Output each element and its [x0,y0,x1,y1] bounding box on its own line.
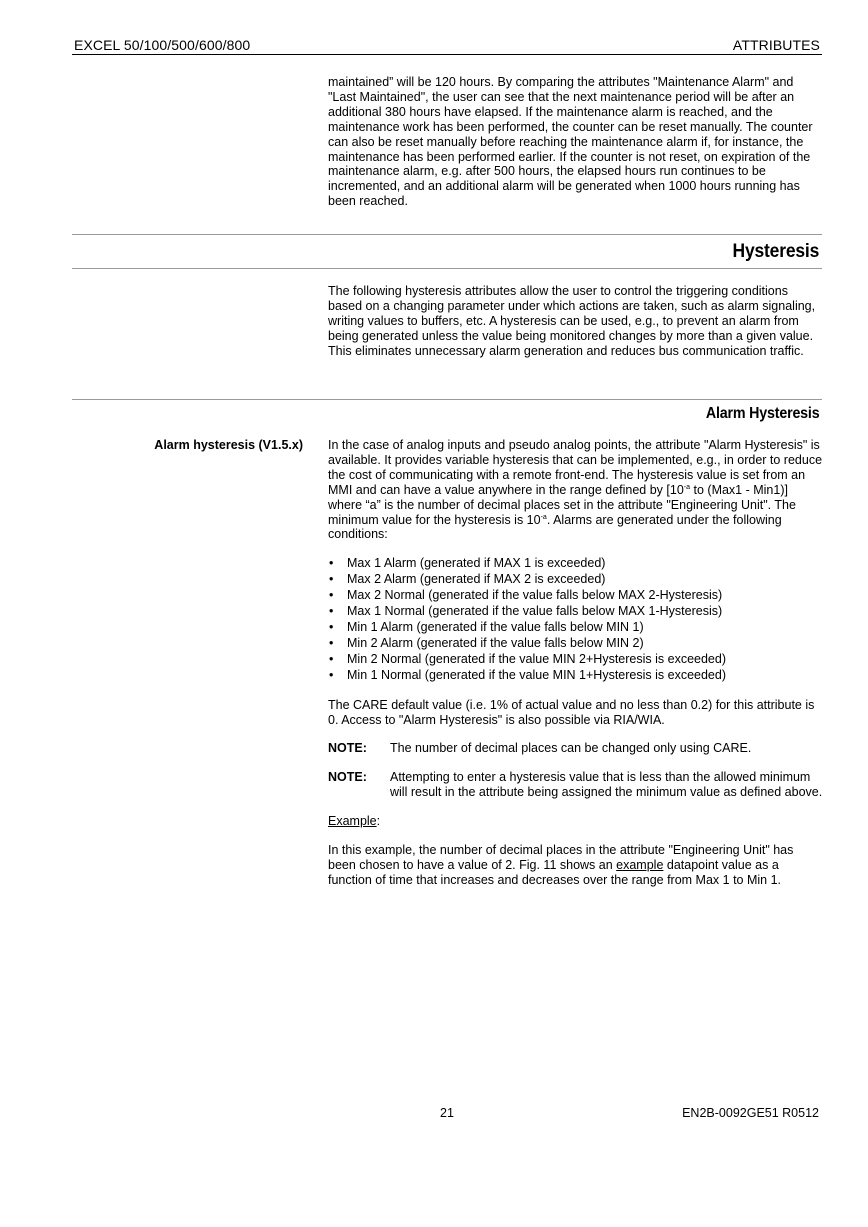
p1-part2: to (Max1 - Min1)] where “a” is the number of decimal places set in the attribute "Engineering Unit". The minimum value for the hysteresis is 10 [328,482,796,527]
alarm-hysteresis-paragraph [328,438,824,542]
example-colon: : [376,814,381,829]
list-item-text: Max 2 Normal (generated if the value falls below MAX 2-Hysteresis) [347,588,723,603]
bullet-icon: • [329,556,334,571]
list-item-text: Min 2 Alarm (generated if the value falls below MIN 2) [347,635,644,650]
bullet-icon: • [329,604,334,619]
section-rule-bottom [72,268,822,269]
hysteresis-paragraph: The following hysteresis attributes allow the user to control the triggering conditions based on a changing parameter under which actions are taken, such as alarm signaling, writing values to buffers, etc. A hysteresis can be used, e.g., to prevent an alarm from being generated unless the value being monitored changes by more than a given value. This eliminates unnecessary alarm generation and reduces bus communication traffic. [328,284,816,358]
list-item [328,572,824,588]
bullet-icon: • [329,572,334,587]
care-default-paragraph: The CARE default value (i.e. 1% of actual value and no less than 0.2) for this attribute is 0. Access to "Alarm Hysteresis" is also possible via RIA/WIA. [328,697,815,727]
list-item [328,652,824,668]
example-label: Example [328,814,377,829]
alarm-conditions-list [328,556,824,683]
example-paragraph [328,843,824,888]
hysteresis-section [328,284,824,359]
bullet-icon: • [329,635,334,650]
bullet-icon: • [329,667,334,682]
p3-part2: datapoint value as a function of time that increases and decreases over the range from Max 1 to Min 1. [328,857,782,887]
alarm-hysteresis-heading: Alarm Hysteresis [705,405,819,422]
p1-part1: In the case of analog inputs and pseudo analog points, the attribute "Alarm Hysteresis" is available. It provides variable hysteresis that can be implemented, e.g., in order to reduce the cost of communicating with a remote front-end. The hysteresis value is set from an MMI and can have a value anywhere in the range defined by [10 [328,438,823,497]
header-section: ATTRIBUTES [732,37,820,53]
bullet-icon: • [329,651,334,666]
alarm-hysteresis-body [328,438,824,888]
example-link-text: example [616,857,664,872]
list-item-text: Min 2 Normal (generated if the value MIN 2+Hysteresis is exceeded) [347,651,726,666]
subsection-rule [72,399,822,400]
example-heading [328,814,824,829]
bullet-icon: • [329,588,334,603]
list-item [328,588,824,604]
list-item-text: Min 1 Alarm (generated if the value falls below MIN 1) [347,619,644,634]
bullet-icon: • [329,619,334,634]
note-1 [328,741,824,756]
note-label: NOTE: [328,741,367,756]
list-item-text: Max 2 Alarm (generated if MAX 2 is exceeded) [347,572,606,587]
page-number: 21 [440,1106,454,1120]
note-text: The number of decimal places can be changed only using CARE. [390,741,752,756]
note-2 [328,770,824,800]
list-item [328,604,824,620]
intro-paragraph: maintained” will be 120 hours. By comparing the attributes "Maintenance Alarm" and "Last Maintained", the user can see that the next maintenance period will be after an additional 380 hours have elapsed. If the maintenance alarm is reached, and the maintenance work has been performed, the counter can be reset manually. The counter can also be reset manually before reaching the maintenance alarm if, for instance, the maintenance has been performed earlier. If the counter is not reset, on expiration of the maintenance alarm, e.g. after 500 hours, the elapsed hours run continues to be incremented, and an additional alarm will be generated when 1000 hours running has been reached. [328,75,813,209]
header-rule [72,54,822,55]
note-label: NOTE: [328,770,367,785]
p3-part1: In this example, the number of decimal places in the attribute "Engineering Unit" has been chosen to have a value of 2. Fig. 11 shows an [328,843,794,872]
list-item [328,636,824,652]
p1-superscript-2: -a [540,513,547,521]
intro-section [328,75,824,209]
note-text: Attempting to enter a hysteresis value that is less than the allowed minimum will result in the attribute being assigned the minimum value as defined above. [390,770,823,800]
list-item [328,668,824,684]
list-item [328,556,824,572]
p1-part3: . Alarms are generated under the following conditions: [328,512,782,542]
section-rule-top [72,234,822,235]
alarm-hysteresis-side-label: Alarm hysteresis (V1.5.x) [154,438,303,452]
list-item-text: Min 1 Normal (generated if the value MIN 1+Hysteresis is exceeded) [347,667,726,682]
document-id: EN2B-0092GE51 R0512 [682,1106,819,1120]
list-item [328,620,824,636]
p1-superscript-1: -a [683,483,691,491]
list-item-text: Max 1 Normal (generated if the value falls below MAX 1-Hysteresis) [347,604,723,619]
hysteresis-heading: Hysteresis [732,241,819,262]
header-title: EXCEL 50/100/500/600/800 [74,37,251,53]
list-item-text: Max 1 Alarm (generated if MAX 1 is exceeded) [347,556,606,571]
